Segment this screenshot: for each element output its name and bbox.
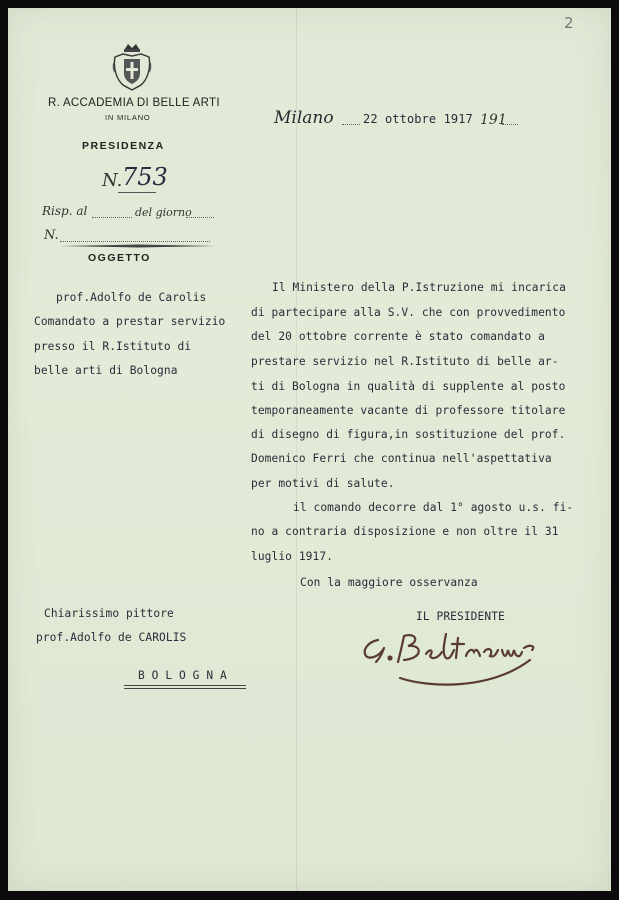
body-line: temporaneamente vacante di professore titolare bbox=[251, 404, 566, 417]
paper-fold bbox=[296, 8, 297, 891]
body-line: per motivi di salute. bbox=[251, 477, 395, 490]
coat-of-arms-icon bbox=[111, 43, 153, 93]
ornamental-rule bbox=[58, 243, 218, 249]
body-line: no a contraria disposizione e non oltre il 31 bbox=[251, 525, 559, 538]
closing-formula: Con la maggiore osservanza bbox=[300, 576, 478, 589]
body-line: di partecipare alla S.V. che con provvedimento bbox=[251, 306, 566, 319]
city-underline bbox=[124, 685, 246, 686]
day-label: del giorno bbox=[135, 206, 192, 219]
dateline-year-printed: 191 bbox=[480, 112, 507, 128]
body-line: del 20 ottobre corrente è stato comandato a bbox=[251, 330, 545, 343]
n-field bbox=[60, 241, 210, 242]
dateline-date: 22 ottobre 1917 bbox=[363, 112, 473, 126]
subject-line: belle arti di Bologna bbox=[34, 364, 178, 377]
office-label: PRESIDENZA bbox=[82, 140, 165, 152]
institution-name: R. ACCADEMIA DI BELLE ARTI bbox=[48, 97, 220, 109]
body-line: Domenico Ferri che continua nell'aspettativa bbox=[251, 452, 552, 465]
subject-line: prof.Adolfo de Carolis bbox=[56, 291, 207, 304]
subject-label: OGGETTO bbox=[88, 252, 151, 264]
body-line: ti di Bologna in qualità di supplente al posto bbox=[251, 380, 566, 393]
addressee-city: B O L O G N A bbox=[138, 669, 227, 682]
page-number: 2 bbox=[564, 14, 574, 32]
subject-line: presso il R.Istituto di bbox=[34, 340, 192, 353]
dateline-place: Milano bbox=[274, 108, 334, 128]
dateline-dots bbox=[342, 124, 360, 125]
addressee-name: prof.Adolfo de CAROLIS bbox=[36, 631, 187, 644]
signatory-title: IL PRESIDENTE bbox=[416, 610, 505, 623]
resp-field bbox=[92, 217, 132, 218]
handwritten-signature bbox=[360, 628, 550, 696]
body-line: prestare servizio nel R.Istituto di belle ar- bbox=[251, 355, 559, 368]
subject-line: Comandato a prestar servizio bbox=[34, 315, 226, 328]
body-line: il comando decorre dal 1° agosto u.s. fi- bbox=[293, 501, 574, 514]
dateline-year-dots bbox=[502, 124, 518, 125]
protocol-prefix: N. bbox=[102, 170, 123, 191]
body-line: Il Ministero della P.Istruzione mi incarica bbox=[272, 281, 566, 294]
protocol-number: 753 bbox=[122, 163, 168, 191]
day-field bbox=[186, 217, 214, 218]
resp-label: Risp. al bbox=[42, 204, 88, 218]
body-line: di disegno di figura,in sostituzione del prof. bbox=[251, 428, 566, 441]
n-label: N. bbox=[44, 228, 59, 243]
body-line: luglio 1917. bbox=[251, 550, 334, 563]
addressee-salutation: Chiarissimo pittore bbox=[44, 607, 174, 620]
city-underline bbox=[124, 688, 246, 689]
institution-city: IN MILANO bbox=[105, 113, 151, 122]
protocol-underline bbox=[118, 192, 156, 193]
